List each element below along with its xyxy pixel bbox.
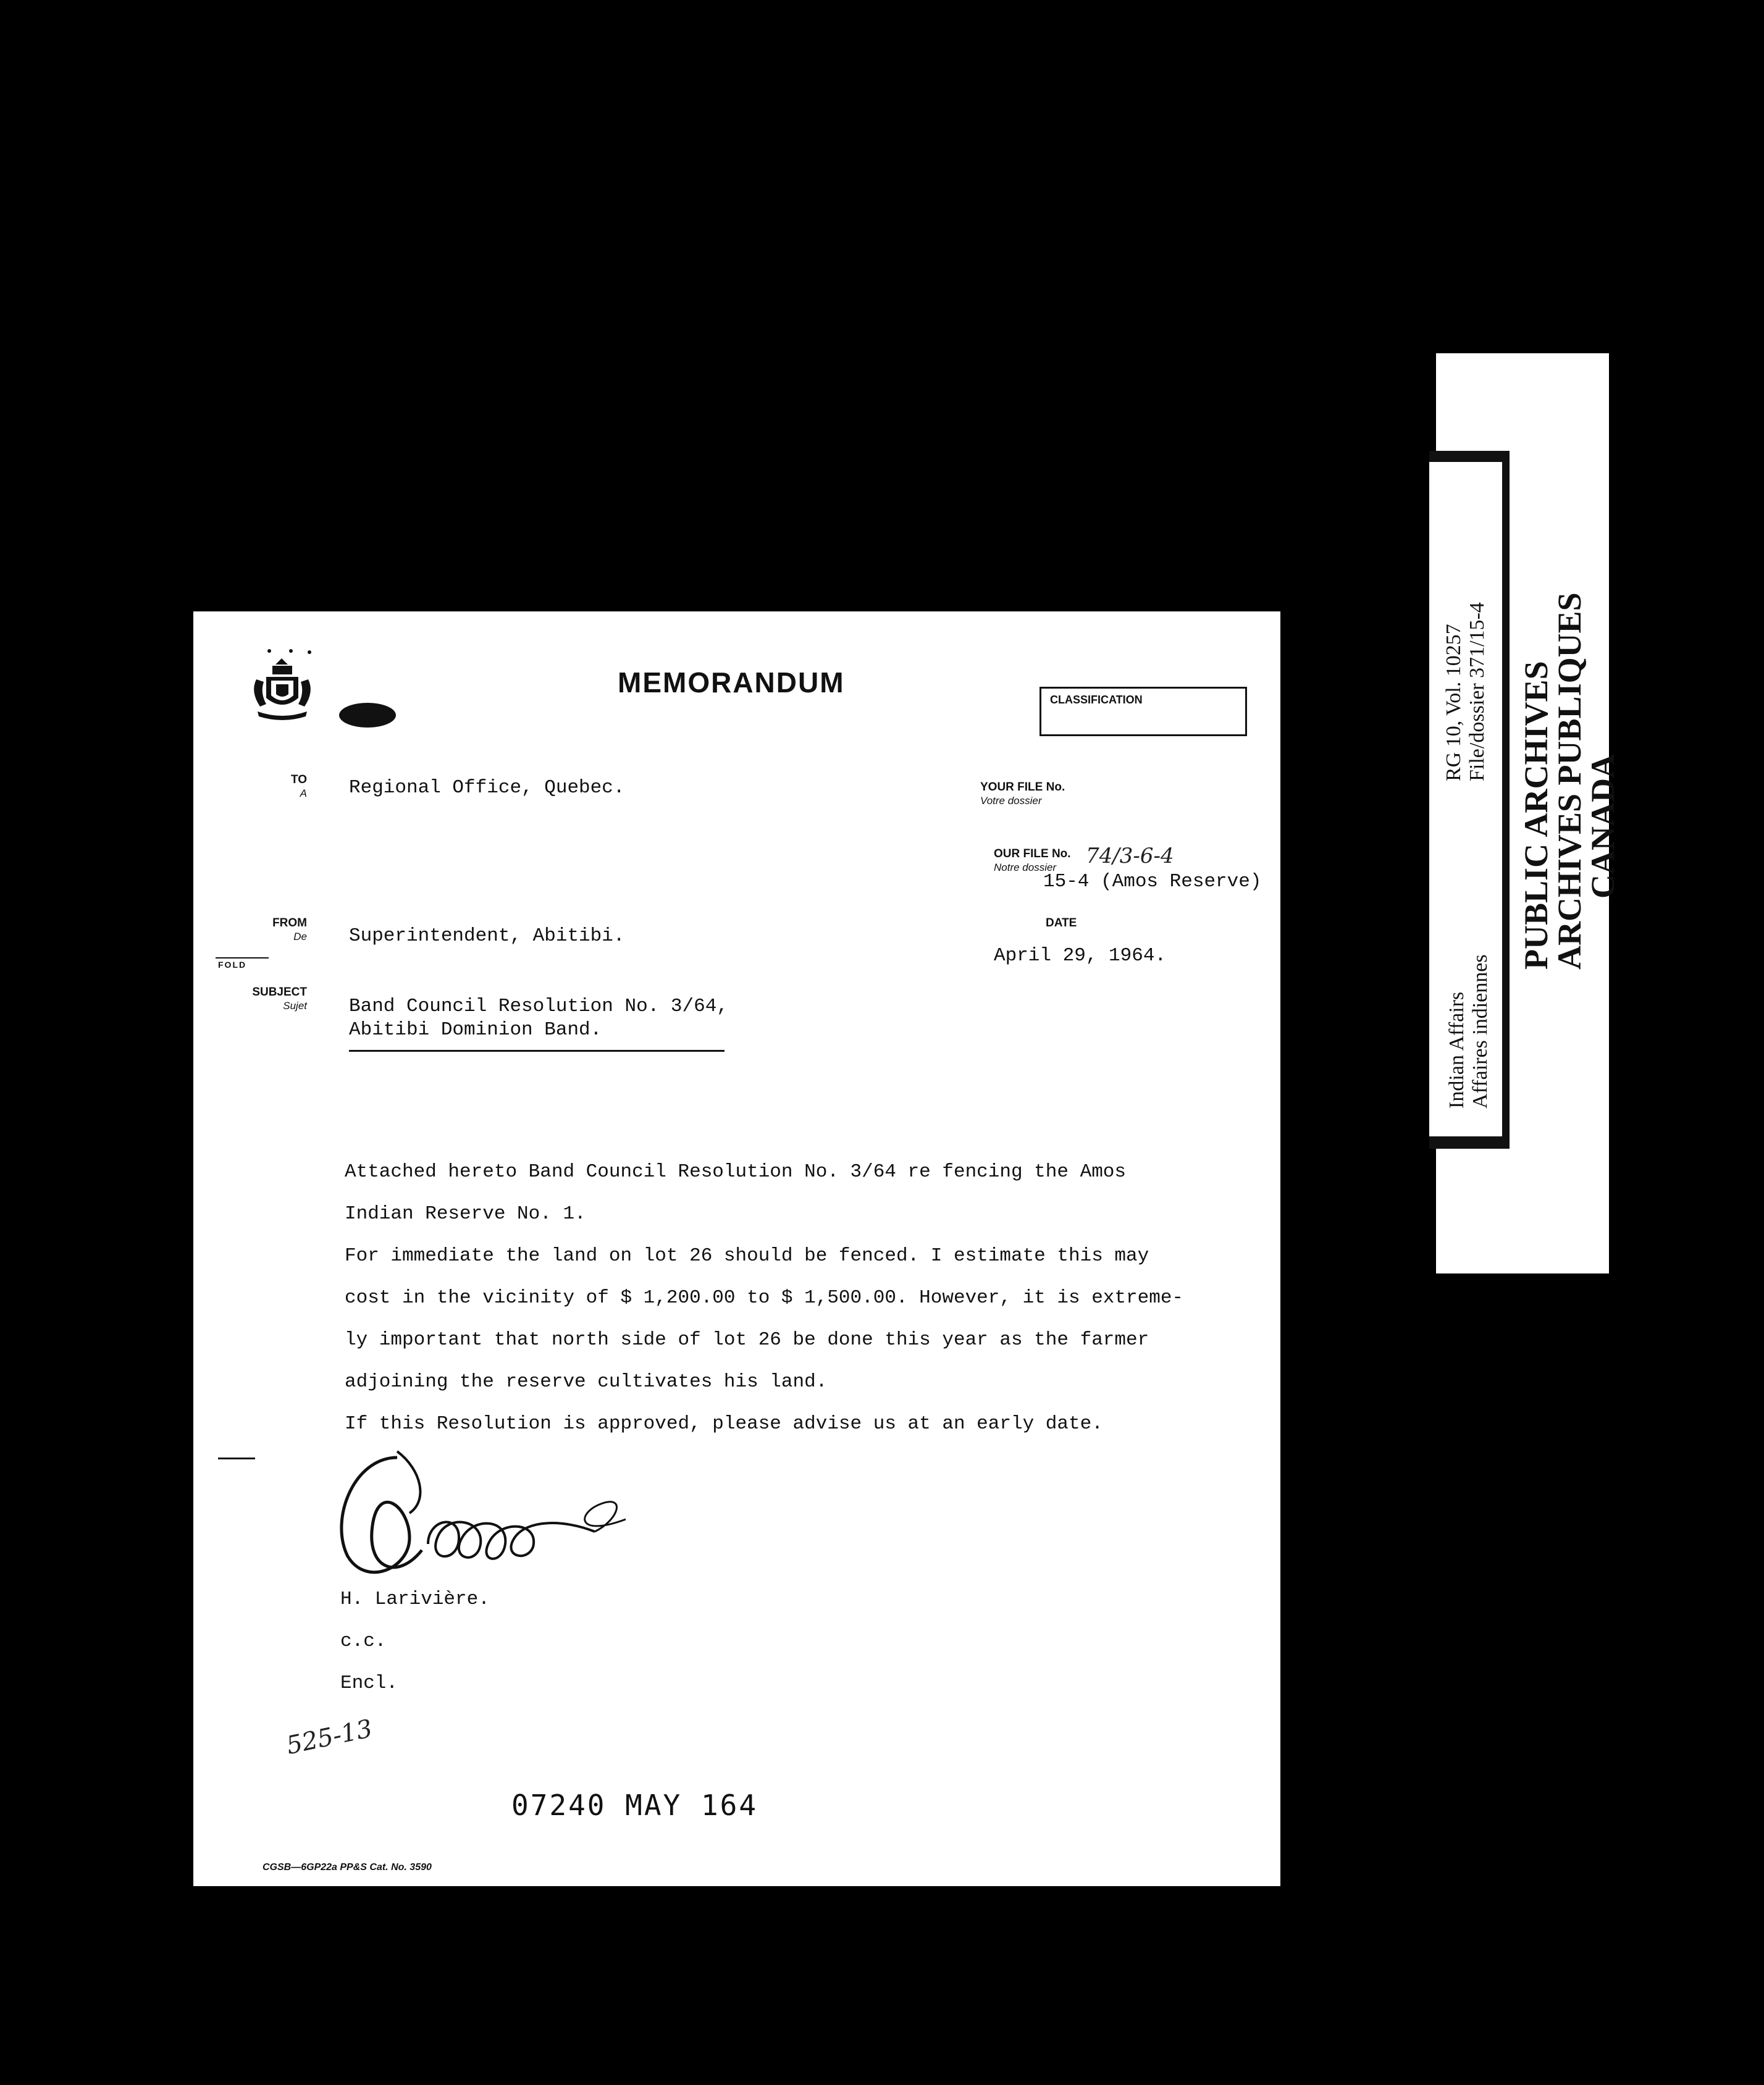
our-file-value-2: 15-4 (Amos Reserve) <box>1043 871 1262 892</box>
body-line-1: Attached hereto Band Council Resolution No. 3/64 re fencing the Amos <box>345 1161 1127 1183</box>
body-line-7: If this Resolution is approved, please advise us at an early date. <box>345 1413 1103 1435</box>
margin-dash <box>218 1458 255 1459</box>
fold-marker <box>216 957 269 959</box>
to-value: Regional Office, Quebec. <box>349 777 625 799</box>
classification-label: CLASSIFICATION <box>1050 694 1143 706</box>
subject-underline <box>349 1050 724 1052</box>
body-line-3: For immediate the land on lot 26 should be fenced. I estimate this may <box>345 1245 1149 1267</box>
memo-title: MEMORANDUM <box>618 666 845 698</box>
received-stamp: 07240 MAY 164 <box>511 1789 758 1822</box>
archive-title-1: PUBLIC ARCHIVES <box>1518 661 1555 970</box>
classification-box <box>1040 687 1247 736</box>
subject-line-1: Band Council Resolution No. 3/64, <box>349 996 728 1017</box>
redaction-mark-icon <box>337 699 398 732</box>
our-file-value-1: 74/3-6-4 <box>1086 844 1174 868</box>
handwritten-signature-icon <box>304 1445 650 1593</box>
signature-name: H. Larivière. <box>340 1588 490 1610</box>
body-line-6: adjoining the reserve cultivates his land. <box>345 1371 828 1393</box>
from-label: FROM De <box>272 917 307 942</box>
archive-ref-file: File/dossier 371/15-4 <box>1466 602 1489 781</box>
handwritten-note: 525-13 <box>284 1714 376 1761</box>
from-value: Superintendent, Abitibi. <box>349 925 625 947</box>
dept-fr: Affaires indiennes <box>1469 954 1492 1109</box>
body-line-5: ly important that north side of lot 26 be done this year as the farmer <box>345 1329 1149 1351</box>
our-file-label: OUR FILE No. Notre dossier <box>994 847 1071 873</box>
subject-label: SUBJECT Sujet <box>252 986 307 1012</box>
body-line-2: Indian Reserve No. 1. <box>345 1203 586 1225</box>
memorandum-sheet <box>193 611 1280 1886</box>
archive-ref-volume: RG 10, Vol. 10257 <box>1442 624 1465 781</box>
enclosure-line: Encl. <box>340 1672 398 1694</box>
body-line-4: cost in the vicinity of $ 1,200.00 to $ 1,500.00. However, it is extreme- <box>345 1287 1184 1309</box>
form-code: CGSB—6GP22a PP&S Cat. No. 3590 <box>262 1862 432 1873</box>
fold-label: FOLD <box>218 960 247 970</box>
date-value: April 29, 1964. <box>994 945 1167 967</box>
to-label: TO A <box>290 773 307 799</box>
cc-line: c.c. <box>340 1630 387 1652</box>
your-file-label: YOUR FILE No. Votre dossier <box>980 781 1065 807</box>
dept-en: Indian Affairs <box>1445 991 1468 1109</box>
archive-title-2: ARCHIVES PUBLIQUES <box>1551 592 1588 970</box>
archive-title-3: CANADA <box>1584 754 1621 899</box>
subject-line-2: Abitibi Dominion Band. <box>349 1019 602 1041</box>
coat-of-arms-icon <box>242 647 316 721</box>
date-label: DATE <box>1046 917 1077 929</box>
